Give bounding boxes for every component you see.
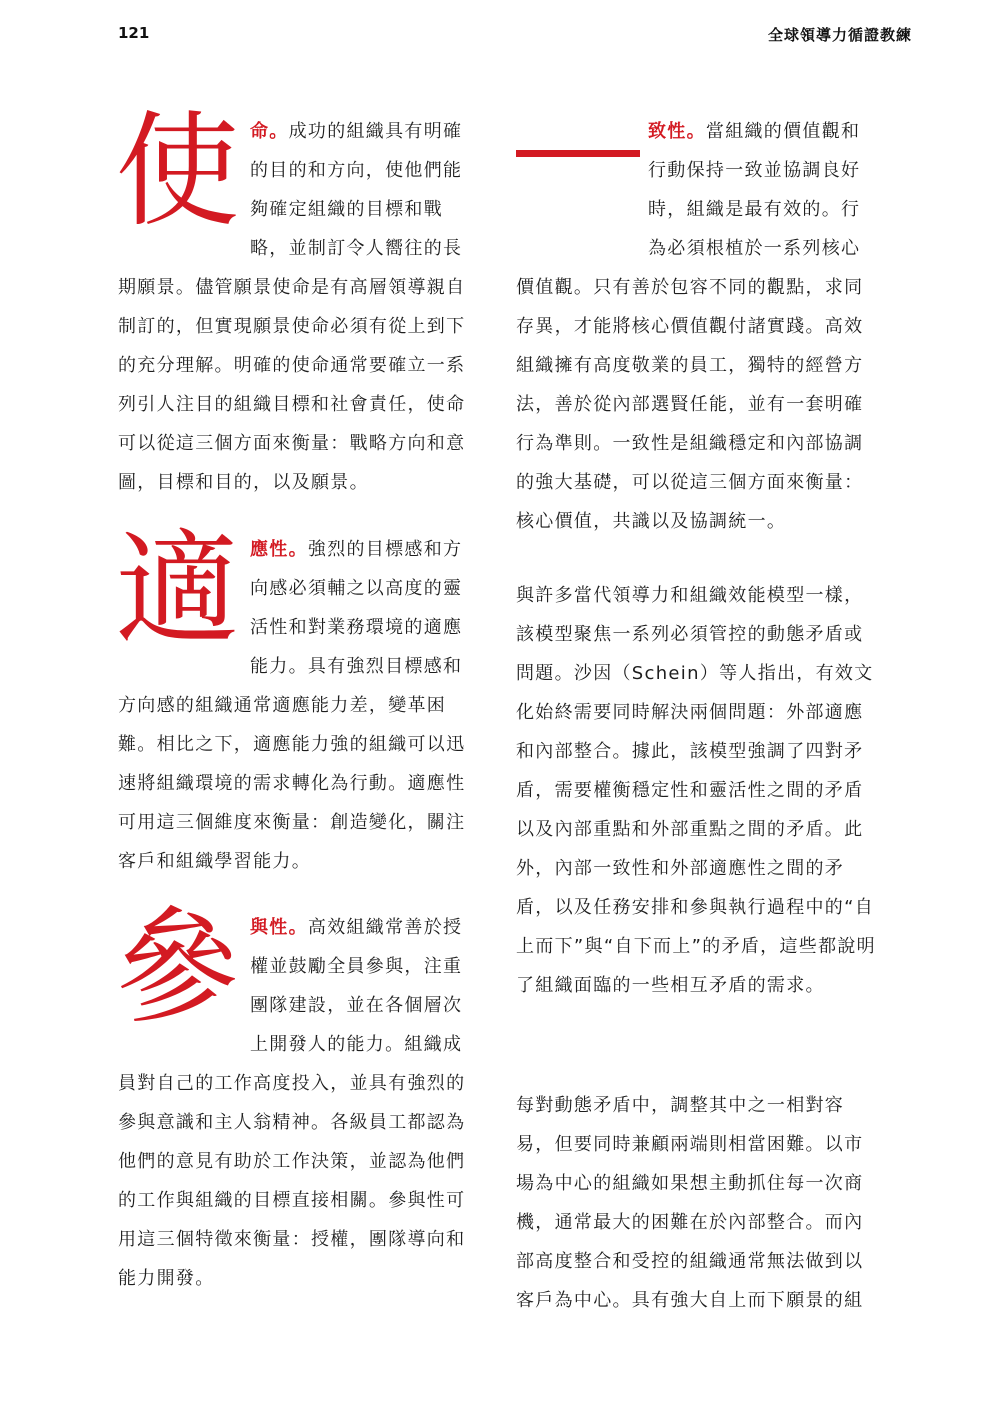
- section-involvement: [115, 896, 478, 1298]
- section-involvement-lead: 與性。: [250, 917, 308, 938]
- section-adaptability-body: 強烈的目標感和方向感必須輔之以高度的靈活性和對業務環境的適應能力。具有強烈目標感和方向感的組織通常適應能力差，變革困難。相比之下，適應能力強的組織可以迅速將組織環境的需求轉化為行動。適應性可用這三個維度來衡量：創造變化，關注客戶和組織學習能力。: [118, 539, 466, 872]
- section-involvement-body: 高效組織常善於授權並鼓勵全員參與，注重團隊建設，並在各個層次上開發人的能力。組織成員對自己的工作高度投入，並具有強烈的參與意識和主人翁精神。各級員工都認為他們的意見有助於工作決策，並認為他們的工作與組織的目標直接相關。參與性可用這三個特徵來衡量：授權，團隊導向和能力開發。: [118, 917, 466, 1289]
- section-consistency: [516, 112, 876, 541]
- section-consistency-body: 當組織的價值觀和行動保持一致並協調良好時，組織是最有效的。行為必須根植於一系列核心價值觀。只有善於包容不同的觀點，求同存異，才能將核心價值觀付諸實踐。高效組織擁有高度敬業的員工，獨特的經營方法，善於從內部選賢任能，並有一套明確行為準則。一致性是組織穩定和內部協調的強大基礎，可以從這三個方面來衡量：核心價值，共識以及協調統一。: [516, 121, 864, 532]
- section-consistency-text: [516, 112, 876, 541]
- dropcap-adaptability: 適: [115, 518, 241, 662]
- page-number: 121: [118, 24, 150, 42]
- section-mission: [115, 100, 478, 502]
- section-involvement-text: [115, 896, 478, 1298]
- section-consistency-lead: 致性。: [648, 121, 706, 142]
- dropcap-involvement: 參: [115, 896, 241, 1040]
- paragraph-balancing-text: 每對動態矛盾中，調整其中之一相對容易，但要同時兼顧兩端則相當困難。以市場為中心的組織如果想主動抓住每一次商機，通常最大的困難在於內部整合。而內部高度整合和受控的組織通常無法做到以客戶為中心。具有強大自上而下願景的組: [516, 1095, 864, 1311]
- section-mission-body: 成功的組織具有明確的目的和方向，使他們能夠確定組織的目標和戰略，並制訂令人嚮往的長期願景。儘管願景使命是有高層領導親自制訂的，但實現願景使命必須有從上到下的充分理解。明確的使命通常要確立一系列引人注目的組織目標和社會責任，使命可以從這三個方面來衡量：戰略方向和意圖，目標和目的，以及願景。: [118, 121, 466, 493]
- section-adaptability-lead: 應性。: [250, 539, 308, 560]
- section-mission-text: [115, 100, 478, 502]
- paragraph-dynamic-tensions-text: 與許多當代領導力和組織效能模型一樣，該模型聚焦一系列必須管控的動態矛盾或問題。沙因（Schein）等人指出，有效文化始終需要同時解決兩個問題：外部適應和內部整合。據此，該模型強調了四對矛盾，需要權衡穩定性和靈活性之間的矛盾以及內部重點和外部重點之間的矛盾。此外，內部一致性和外部適應性之間的矛盾，以及任務安排和參與執行過程中的“自上而下”與“自下而上”的矛盾，這些都說明了組織面臨的一些相互矛盾的需求。: [516, 585, 876, 996]
- paragraph-dynamic-tensions: [516, 576, 876, 1005]
- dropcap-consistency: [516, 112, 644, 232]
- paragraph-balancing: [516, 1086, 876, 1320]
- dropcap-consistency-bar: [516, 150, 640, 157]
- book-title: 全球領導力循證教練: [767, 26, 912, 44]
- section-adaptability: [115, 518, 478, 881]
- section-mission-lead: 命。: [250, 121, 289, 142]
- dropcap-mission: 使: [115, 100, 241, 244]
- section-adaptability-text: [115, 518, 478, 881]
